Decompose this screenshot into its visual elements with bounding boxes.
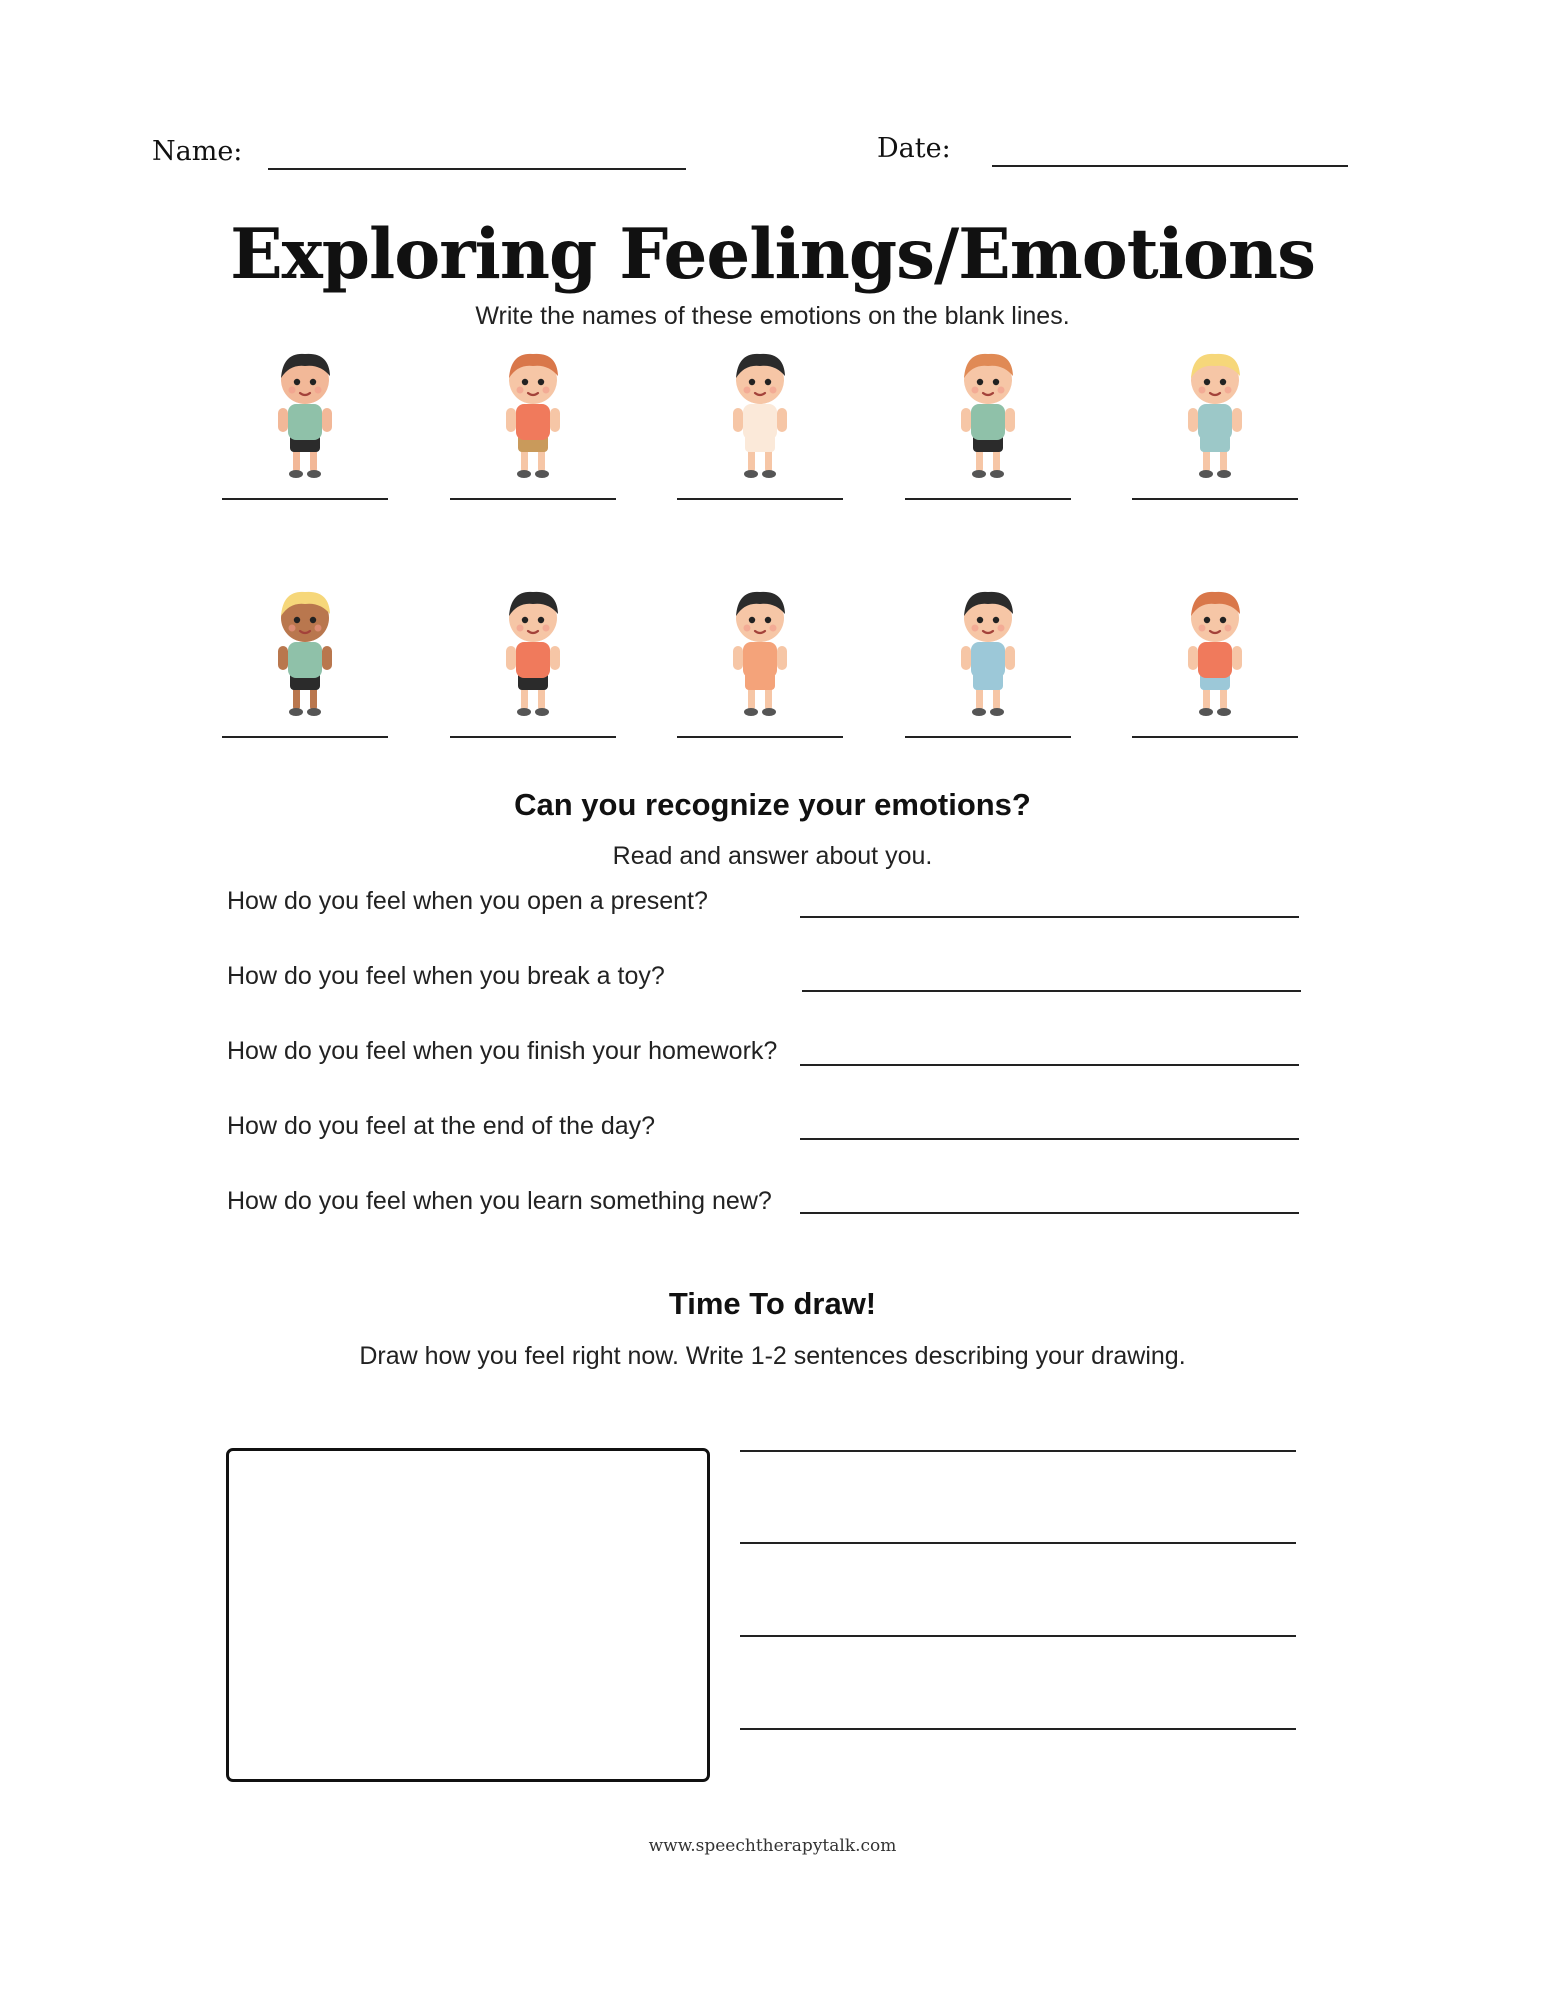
answer-line-1[interactable] bbox=[800, 916, 1299, 918]
crying-girl-icon bbox=[933, 580, 1043, 720]
sentence-line-2[interactable] bbox=[740, 1542, 1296, 1544]
date-label: Date: bbox=[877, 133, 951, 164]
draw-heading: Time To draw! bbox=[668, 1286, 877, 1321]
answer-line-3[interactable] bbox=[800, 1064, 1299, 1066]
confused-girl-icon bbox=[1160, 342, 1270, 482]
tired-boy-icon bbox=[478, 342, 588, 482]
emotion-answer-line[interactable] bbox=[905, 736, 1071, 738]
draw-instructions: Draw how you feel right now. Write 1-2 sentences describing your drawing. bbox=[359, 1342, 1186, 1370]
sentence-line-4[interactable] bbox=[740, 1728, 1296, 1730]
sick-boy-icon bbox=[250, 580, 360, 720]
answer-line-4[interactable] bbox=[800, 1138, 1299, 1140]
emotion-answer-line[interactable] bbox=[677, 498, 843, 500]
emotion-answer-line[interactable] bbox=[677, 736, 843, 738]
question-2: How do you feel when you break a toy? bbox=[227, 962, 665, 990]
laughing-girl-icon bbox=[933, 342, 1043, 482]
surprised-girl-icon bbox=[705, 342, 815, 482]
date-field[interactable] bbox=[992, 165, 1348, 167]
recognize-heading: Can you recognize your emotions? bbox=[514, 787, 1031, 822]
emotion-answer-line[interactable] bbox=[222, 498, 388, 500]
drawing-box[interactable] bbox=[226, 1448, 710, 1782]
sentence-line-1[interactable] bbox=[740, 1450, 1296, 1452]
name-field[interactable] bbox=[268, 168, 686, 170]
emotion-answer-line[interactable] bbox=[1132, 736, 1298, 738]
question-5: How do you feel when you learn something new? bbox=[227, 1187, 772, 1215]
emotion-answer-line[interactable] bbox=[1132, 498, 1298, 500]
question-4: How do you feel at the end of the day? bbox=[227, 1112, 656, 1140]
recognize-subheading: Read and answer about you. bbox=[612, 842, 933, 870]
emotions-instructions: Write the names of these emotions on the blank lines. bbox=[475, 302, 1070, 330]
happy-boy-icon bbox=[478, 580, 588, 720]
scared-boy-icon bbox=[250, 342, 360, 482]
calm-boy-icon bbox=[1160, 580, 1270, 720]
emotion-answer-line[interactable] bbox=[905, 498, 1071, 500]
angry-boy-icon bbox=[705, 580, 815, 720]
footer-url: www.speechtherapytalk.com bbox=[648, 1836, 897, 1856]
page-title: Exploring Feelings/Emotions bbox=[230, 214, 1315, 295]
answer-line-2[interactable] bbox=[802, 990, 1301, 992]
emotion-answer-line[interactable] bbox=[222, 736, 388, 738]
name-label: Name: bbox=[152, 136, 243, 167]
question-3: How do you feel when you finish your homework? bbox=[227, 1037, 778, 1065]
question-1: How do you feel when you open a present? bbox=[227, 887, 708, 915]
sentence-line-3[interactable] bbox=[740, 1635, 1296, 1637]
emotion-answer-line[interactable] bbox=[450, 736, 616, 738]
emotion-answer-line[interactable] bbox=[450, 498, 616, 500]
answer-line-5[interactable] bbox=[800, 1212, 1299, 1214]
